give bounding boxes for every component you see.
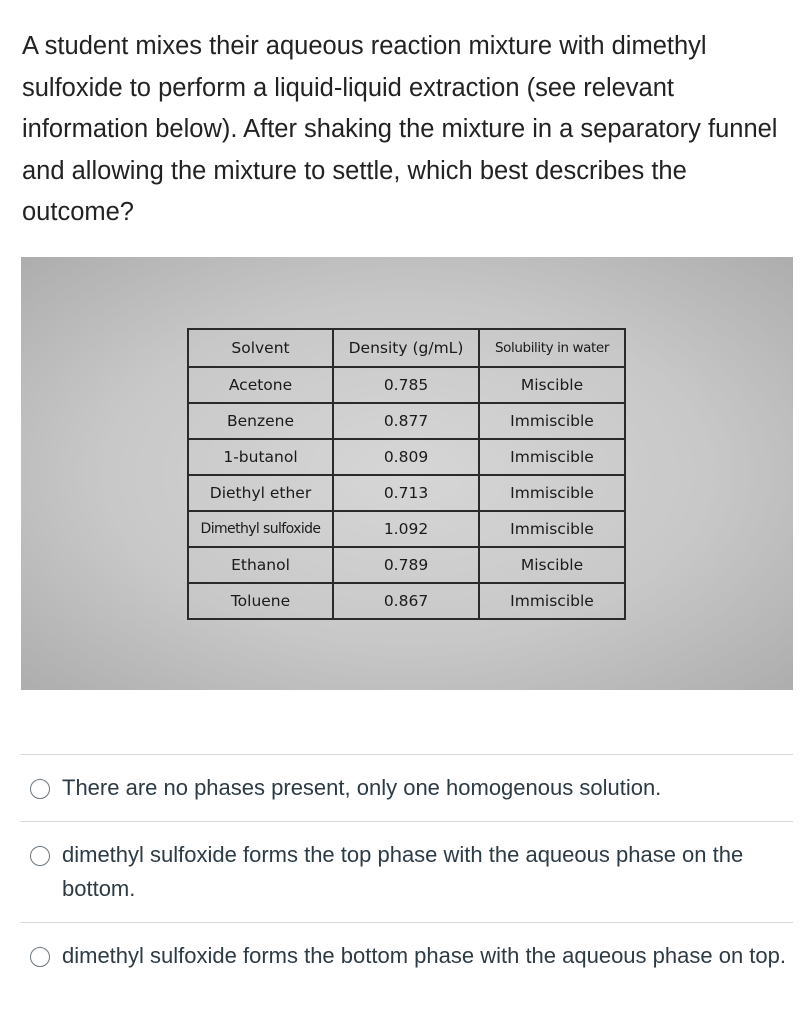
- solvent-cell: Ethanol: [188, 547, 333, 583]
- density-cell: 0.789: [333, 547, 479, 583]
- answer-option[interactable]: [21, 754, 793, 821]
- solubility-cell: Immiscible: [479, 583, 625, 619]
- header-solubility: Solubility in water: [479, 329, 625, 367]
- table-row: [188, 439, 625, 475]
- answer-options: [21, 754, 793, 1022]
- radio-button[interactable]: [30, 846, 50, 866]
- table-row: [188, 547, 625, 583]
- table-header-row: [188, 329, 625, 367]
- answer-label[interactable]: dimethyl sulfoxide forms the bottom phase with the aqueous phase on top.: [62, 943, 786, 968]
- solvent-cell: Benzene: [188, 403, 333, 439]
- table-row: [188, 583, 625, 619]
- header-solvent: Solvent: [188, 329, 333, 367]
- answer-option[interactable]: [21, 922, 793, 1022]
- radio-button[interactable]: [30, 779, 50, 799]
- header-density: Density (g/mL): [333, 329, 479, 367]
- density-cell: 0.713: [333, 475, 479, 511]
- density-cell: 0.785: [333, 367, 479, 403]
- solubility-cell: Miscible: [479, 367, 625, 403]
- solvent-cell: Diethyl ether: [188, 475, 333, 511]
- solvent-cell: Acetone: [188, 367, 333, 403]
- table-row: [188, 511, 625, 547]
- density-cell: 0.877: [333, 403, 479, 439]
- solvent-cell: 1-butanol: [188, 439, 333, 475]
- solvent-table-image: [21, 257, 793, 690]
- solubility-cell: Immiscible: [479, 475, 625, 511]
- solubility-cell: Miscible: [479, 547, 625, 583]
- question-text: A student mixes their aqueous reaction mixture with dimethyl sulfoxide to perform a liquid-liquid extraction (see relevant information below). After shaking the mixture in a separatory funnel and allowing the mixture to settle, which best describes the outcome?: [22, 32, 778, 227]
- answer-label[interactable]: There are no phases present, only one homogenous solution.: [62, 775, 662, 800]
- solvent-cell: Toluene: [188, 583, 333, 619]
- solubility-cell: Immiscible: [479, 511, 625, 547]
- table-row: [188, 475, 625, 511]
- table-row: [188, 367, 625, 403]
- table-row: [188, 403, 625, 439]
- answer-label[interactable]: dimethyl sulfoxide forms the top phase with the aqueous phase on the bottom.: [62, 842, 744, 901]
- solubility-cell: Immiscible: [479, 439, 625, 475]
- radio-button[interactable]: [30, 947, 50, 967]
- answer-option[interactable]: [21, 821, 793, 922]
- solvent-table: [187, 328, 626, 620]
- density-cell: 1.092: [333, 511, 479, 547]
- solubility-cell: Immiscible: [479, 403, 625, 439]
- density-cell: 0.867: [333, 583, 479, 619]
- density-cell: 0.809: [333, 439, 479, 475]
- solvent-cell: Dimethyl sulfoxide: [188, 511, 333, 547]
